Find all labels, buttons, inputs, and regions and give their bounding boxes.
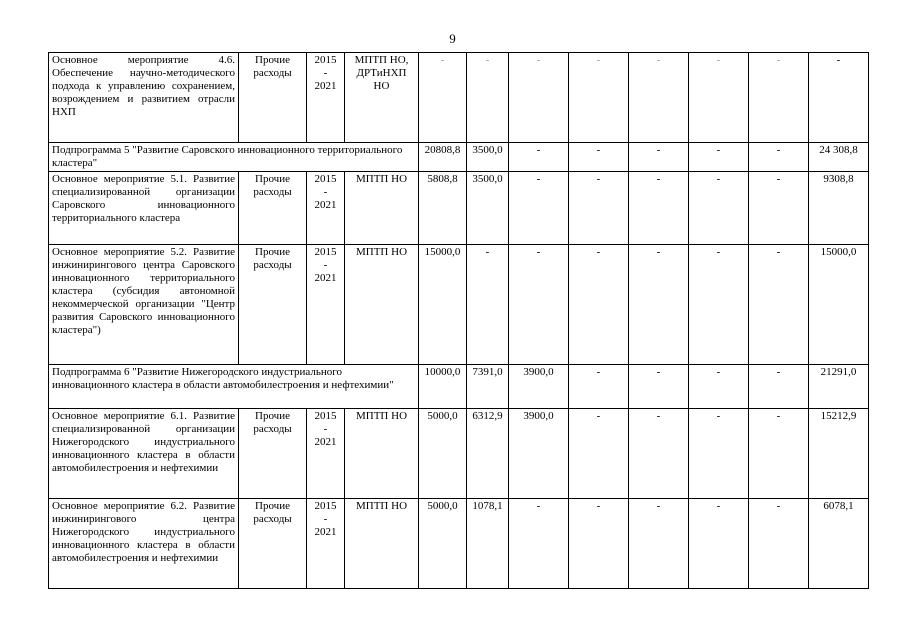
- executor: МПТП НО: [345, 409, 419, 499]
- value-cell: 5000,0: [419, 499, 467, 589]
- subprogram-name: Подпрограмма 5 "Развитие Саровского инновационного территориального кластера": [49, 143, 419, 172]
- value-cell: 7391,0: [467, 365, 509, 409]
- executor: МПТП НО: [345, 245, 419, 365]
- value-cell: -: [629, 172, 689, 245]
- total-cell: 6078,1: [809, 499, 869, 589]
- table-row: [49, 143, 869, 172]
- value-cell: -: [509, 172, 569, 245]
- value-cell: -: [749, 365, 809, 409]
- budget-table: [48, 52, 869, 589]
- total-cell: 9308,8: [809, 172, 869, 245]
- value-cell: -: [749, 172, 809, 245]
- value-cell: -: [509, 245, 569, 365]
- value-cell: 5000,0: [419, 409, 467, 499]
- value-cell: -: [509, 499, 569, 589]
- funding-source: Прочие расходы: [239, 499, 307, 589]
- value-cell: -: [689, 53, 749, 143]
- activity-name: Основное мероприятие 4.6. Обеспечение научно-методического подхода к управлению сохранением, возрождением и развитием отрасли НХП: [49, 53, 239, 143]
- subprogram-name: Подпрограмма 6 "Развитие Нижегородского индустриального инновационного кластера в области автомобилестроения и нефтехимии": [49, 365, 419, 409]
- value-cell: -: [569, 409, 629, 499]
- value-cell: -: [749, 409, 809, 499]
- funding-source: Прочие расходы: [239, 53, 307, 143]
- value-cell: -: [689, 499, 749, 589]
- total-cell: 15000,0: [809, 245, 869, 365]
- value-cell: -: [689, 172, 749, 245]
- activity-name: Основное мероприятие 5.2. Развитие инжинирингового центра Саровского инновационного территориального кластера (субсидия автономной некоммерческой организации "Центр развития Саровского инновационного кластера"): [49, 245, 239, 365]
- value-cell: 6312,9: [467, 409, 509, 499]
- period: 2015 - 2021: [307, 499, 345, 589]
- table-row: [49, 409, 869, 499]
- activity-name: Основное мероприятие 6.1. Развитие специализированной организации Нижегородского индустриального инновационного кластера в области автомобилестроения и нефтехимии: [49, 409, 239, 499]
- value-cell: -: [629, 365, 689, 409]
- table-row: [49, 499, 869, 589]
- value-cell: 3500,0: [467, 143, 509, 172]
- value-cell: 10000,0: [419, 365, 467, 409]
- value-cell: 3900,0: [509, 409, 569, 499]
- value-cell: -: [509, 143, 569, 172]
- period: 2015 - 2021: [307, 409, 345, 499]
- activity-name: Основное мероприятие 5.1. Развитие специализированной организации Саровского инновационного территориального кластера: [49, 172, 239, 245]
- value-cell: -: [569, 245, 629, 365]
- value-cell: 20808,8: [419, 143, 467, 172]
- value-cell: -: [467, 245, 509, 365]
- value-cell: -: [467, 53, 509, 143]
- value-cell: -: [629, 499, 689, 589]
- value-cell: -: [749, 143, 809, 172]
- table-row: [49, 365, 869, 409]
- total-cell: 21291,0: [809, 365, 869, 409]
- value-cell: -: [629, 53, 689, 143]
- funding-source: Прочие расходы: [239, 172, 307, 245]
- value-cell: -: [509, 53, 569, 143]
- value-cell: -: [629, 143, 689, 172]
- table-row: [49, 53, 869, 143]
- funding-source: Прочие расходы: [239, 409, 307, 499]
- value-cell: -: [569, 143, 629, 172]
- activity-name: Основное мероприятие 6.2. Развитие инжинирингового центра Нижегородского индустриального инновационного кластера в области автомобилестроения и нефтехимии: [49, 499, 239, 589]
- value-cell: 5808,8: [419, 172, 467, 245]
- executor: МПТП НО: [345, 499, 419, 589]
- value-cell: -: [689, 143, 749, 172]
- value-cell: 3500,0: [467, 172, 509, 245]
- value-cell: 15000,0: [419, 245, 467, 365]
- value-cell: -: [419, 53, 467, 143]
- value-cell: -: [569, 53, 629, 143]
- value-cell: -: [749, 245, 809, 365]
- funding-source: Прочие расходы: [239, 245, 307, 365]
- value-cell: -: [569, 172, 629, 245]
- value-cell: -: [689, 245, 749, 365]
- executor: МПТП НО, ДРТиНХП НО: [345, 53, 419, 143]
- value-cell: -: [689, 409, 749, 499]
- value-cell: -: [629, 245, 689, 365]
- table-row: [49, 245, 869, 365]
- table-row: [49, 172, 869, 245]
- page-number: 9: [449, 31, 456, 46]
- total-cell: 15212,9: [809, 409, 869, 499]
- period: 2015 - 2021: [307, 53, 345, 143]
- period: 2015 - 2021: [307, 245, 345, 365]
- value-cell: -: [569, 365, 629, 409]
- value-cell: -: [629, 409, 689, 499]
- value-cell: -: [569, 499, 629, 589]
- value-cell: -: [749, 53, 809, 143]
- total-cell: -: [809, 53, 869, 143]
- value-cell: 1078,1: [467, 499, 509, 589]
- period: 2015 - 2021: [307, 172, 345, 245]
- value-cell: 3900,0: [509, 365, 569, 409]
- value-cell: -: [689, 365, 749, 409]
- total-cell: 24 308,8: [809, 143, 869, 172]
- value-cell: -: [749, 499, 809, 589]
- executor: МПТП НО: [345, 172, 419, 245]
